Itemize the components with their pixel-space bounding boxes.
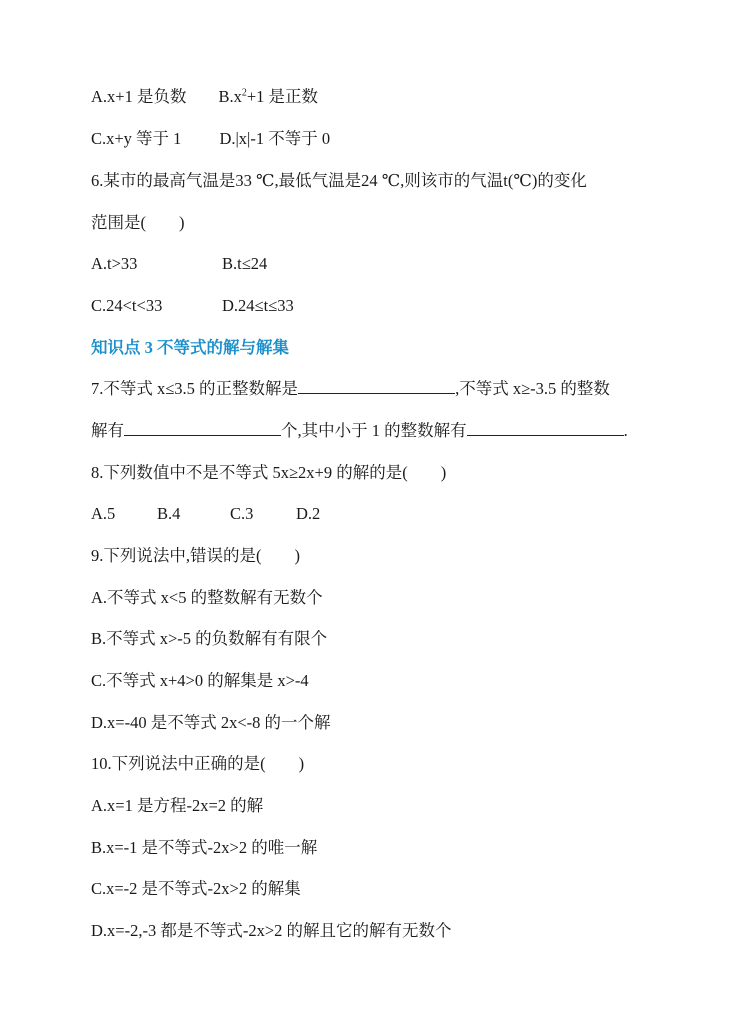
q9-stem: 9.下列说法中,错误的是( ) (91, 546, 300, 565)
q9-option-d: D.x=-40 是不等式 2x<-8 的一个解 (91, 713, 331, 732)
section-heading: 知识点 3 不等式的解与解集 (91, 338, 289, 357)
q5-option-a: A.x+1 是负数 (91, 87, 187, 106)
q7-answer-blank-3[interactable] (467, 417, 624, 436)
q6-options-cd (91, 292, 294, 320)
q9-option-a: A.不等式 x<5 的整数解有无数个 (91, 588, 323, 607)
q6-option-c: C.24<t<33 (91, 296, 163, 315)
q10-option-a: A.x=1 是方程-2x=2 的解 (91, 796, 264, 815)
q8-option-d: D.2 (296, 504, 321, 523)
q7-line1 (91, 375, 610, 403)
q5-option-b-exponent: 2 (241, 87, 247, 99)
q6-options-ab (91, 250, 267, 278)
q7-answer-blank-1[interactable] (298, 375, 455, 394)
q7-text-1: 7.不等式 x≤3.5 的正整数解是 (91, 379, 299, 398)
q8-option-a: A.5 (91, 504, 116, 523)
q10-option-b: B.x=-1 是不等式-2x>2 的唯一解 (91, 838, 318, 857)
q10-option-d: D.x=-2,-3 都是不等式-2x>2 的解且它的解有无数个 (91, 921, 452, 940)
q8-option-c: C.3 (230, 504, 254, 523)
q5-options-ab (91, 83, 318, 111)
q9-option-c: C.不等式 x+4>0 的解集是 x>-4 (91, 671, 309, 690)
q5-options-cd (91, 125, 330, 153)
q8-option-b: B.4 (157, 504, 181, 523)
q6-option-b: B.t≤24 (222, 254, 268, 273)
q7-text-3: 解有 (91, 421, 124, 440)
q7-text-2: ,不等式 x≥-3.5 的整数 (455, 379, 610, 398)
q8-options (91, 500, 320, 528)
q5-option-c: C.x+y 等于 1 (91, 129, 182, 148)
q7-text-5: . (623, 421, 628, 440)
q10-stem: 10.下列说法中正确的是( ) (91, 754, 305, 773)
q5-option-b-base: B.x (218, 87, 242, 106)
q10-option-c: C.x=-2 是不等式-2x>2 的解集 (91, 879, 301, 898)
q6-stem-line2: 范围是( ) (91, 213, 185, 232)
q9-option-b: B.不等式 x>-5 的负数解有有限个 (91, 629, 328, 648)
q7-answer-blank-2[interactable] (124, 417, 281, 436)
q6-stem-line1: 6.某市的最高气温是33 ℃,最低气温是24 ℃,则该市的气温t(℃)的变化 (91, 171, 587, 190)
q5-option-b (218, 87, 318, 106)
q6-option-d: D.24≤t≤33 (222, 296, 294, 315)
q6-option-a: A.t>33 (91, 254, 138, 273)
q5-option-d: D.|x|-1 不等于 0 (219, 129, 331, 148)
q5-option-b-rest: +1 是正数 (246, 87, 319, 106)
q8-stem: 8.下列数值中不是不等式 5x≥2x+9 的解的是( ) (91, 463, 447, 482)
q7-line2 (91, 417, 628, 445)
q7-text-4: 个,其中小于 1 的整数解有 (281, 421, 467, 440)
